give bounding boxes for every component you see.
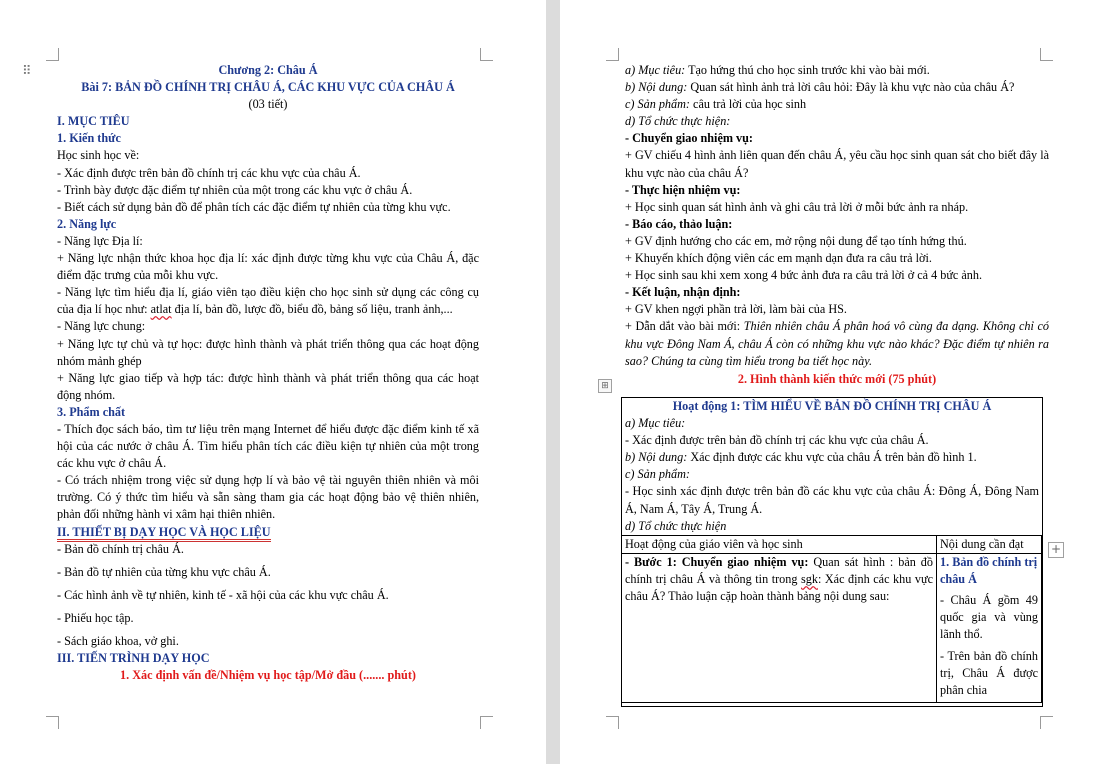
table-cell <box>622 554 937 703</box>
list-item: - Bản đồ chính trị châu Á. <box>57 541 184 556</box>
lesson-title: Bài 7: BẢN ĐỒ CHÍNH TRỊ CHÂU Á, CÁC KHU VỰC CỦA CHÂU Á <box>81 80 455 95</box>
paragraph: + Năng lực giao tiếp và hợp tác: được hình thành và phát triển thông qua các hoạt động nhóm. <box>57 370 479 402</box>
list-item: - Bản đồ tự nhiên của từng khu vực châu Á. <box>57 564 271 579</box>
list-item: - Phiếu học tập. <box>57 610 134 625</box>
page-gutter <box>546 0 560 764</box>
paragraph <box>625 96 1049 113</box>
paragraph: - Năng lực Địa lí: <box>57 233 143 248</box>
paragraph <box>57 284 479 318</box>
table-cell <box>937 554 1042 703</box>
paragraph <box>625 62 1049 79</box>
activity-title: Hoạt động 1: TÌM HIỂU VỀ BẢN ĐỒ CHÍNH TRỊ CHÂU Á <box>672 399 992 413</box>
paragraph: + Năng lực tự chủ và tự học: được hình thành và phát triển thông qua các hoạt động nhóm mảnh ghép <box>57 336 479 368</box>
text-run: địa lí, bản đồ, lược đồ, biểu đồ, bảng số liệu, tranh ảnh,... <box>171 302 453 317</box>
text-run: Xác định được các khu vực của châu Á trên bản đồ hình 1. <box>687 450 977 465</box>
text-run: Tạo hứng thú cho học sinh trước khi vào bài mới. <box>685 63 930 77</box>
paragraph: d) Tổ chức thực hiện: <box>625 114 731 129</box>
paragraph: - Xác định được trên bản đồ chính trị các khu vực của châu Á. <box>625 433 929 448</box>
paragraph: c) Sản phẩm: <box>625 467 690 482</box>
paragraph: - Trình bày được đặc điểm tự nhiên của một trong các khu vực ở châu Á. <box>57 182 413 197</box>
paragraph: + GV khen ngợi phần trả lời, làm bài của HS. <box>625 302 847 317</box>
activity-info <box>625 398 1039 535</box>
spellcheck-word: atlat <box>150 302 172 317</box>
step-heading: - Chuyển giao nhiệm vụ: <box>625 131 753 146</box>
paragraph: a) Mục tiêu: <box>625 416 686 431</box>
paragraph: + Học sinh quan sát hình ảnh và ghi câu trả lời ở mỗi bức ảnh ra nháp. <box>625 199 969 214</box>
table-header-cell: Hoạt động của giáo viên và học sinh <box>622 536 937 554</box>
subsection-heading: 1. Xác định vấn đề/Nhiệm vụ học tập/Mở đầu (....... phút) <box>120 668 416 683</box>
drag-handle-icon[interactable]: ⠿ <box>22 64 32 79</box>
plus-icon[interactable]: + <box>1048 542 1064 558</box>
margin-corner <box>480 48 493 61</box>
text-run: Thiên nhiên châu Á phân hoá vô cùng đa dạng. Không chỉ có khu vực Đông Nam Á, châu Á còn có những khu vực nào khác? Đặc điểm tự nhiên ra sao? Chúng ta cùng tìm hiểu trong ba tiết học này. <box>625 319 1049 368</box>
inner-table <box>621 535 1042 703</box>
table-move-icon[interactable]: ⊞ <box>598 379 612 393</box>
section-heading: I. MỤC TIÊU <box>57 114 130 129</box>
paragraph: - Có trách nhiệm trong việc sử dụng hợp lí và bảo vệ tài nguyên thiên nhiên và môi trường. Có ý thức tìm hiểu và sẵn sàng tham gia các hoạt động bảo vệ thiên nhiên, phản đối những hành vi xâm hại thiên nhiên. <box>57 473 479 522</box>
paragraph: - Thích đọc sách báo, tìm tư liệu trên mạng Internet để hiểu được đặc điểm kinh tế xã hội của các nước ở châu Á. Tìm hiểu phân tích các điều kiện tự nhiên của một trong các khu vực ở châu Á. <box>57 421 479 471</box>
label: a) Mục tiêu: <box>625 63 686 77</box>
left-page-content <box>57 62 479 684</box>
margin-corner <box>46 48 59 61</box>
text-run: + Dẫn dắt vào bài mới: <box>625 319 744 334</box>
paragraph: - Trên bản đồ chính trị, Châu Á được phân chia <box>940 648 1038 697</box>
margin-corner <box>480 716 493 729</box>
margin-corner <box>606 48 619 61</box>
spellcheck-word: sgk <box>801 572 818 587</box>
paragraph: - Xác định được trên bản đồ chính trị các khu vực của châu Á. <box>57 165 361 180</box>
list-item: - Sách giáo khoa, vở ghi. <box>57 634 179 648</box>
margin-corner <box>606 716 619 729</box>
margin-corner <box>46 716 59 729</box>
paragraph: - Châu Á gồm 49 quốc gia và vùng lãnh thổ. <box>940 593 1038 642</box>
paragraph: + Học sinh sau khi xem xong 4 bức ảnh đưa ra câu trả lời ở cả 4 bức ảnh. <box>625 268 983 283</box>
label: b) Nội dung: <box>625 450 688 465</box>
section-heading: III. TIẾN TRÌNH DẠY HỌC <box>57 651 210 666</box>
subsection-heading: 2. Năng lực <box>57 216 117 231</box>
text-run: : Xác định các khu vực châu Á? Thảo luận cặp hoàn thành bảng nội dung sau: <box>625 572 933 604</box>
subsection-heading: 3. Phẩm chất <box>57 404 126 419</box>
list-item: - Các hình ảnh về tự nhiên, kinh tế - xã hội của các khu vực châu Á. <box>57 587 389 602</box>
table-row <box>622 554 1042 703</box>
paragraph <box>625 449 1039 466</box>
paragraph: - Học sinh xác định được trên bản đồ các khu vực của châu Á: Đông Á, Đông Nam Á, Nam Á, Tây Á, Trung Á. <box>625 484 1039 516</box>
text-run: - Năng lực tìm hiểu địa lí, giáo viên tạo điều kiện cho học sinh sử dụng các công cụ của địa lí học như: <box>57 285 479 317</box>
step-heading: - Báo cáo, thảo luận: <box>625 216 733 231</box>
activity-table <box>621 397 1043 707</box>
label: c) Sản phẩm: <box>625 97 690 112</box>
subsection-heading: 1. Kiến thức <box>57 131 121 146</box>
step-heading: - Bước 1: Chuyển giao nhiệm vụ: <box>625 555 809 570</box>
section-heading-text: II. THIẾT BỊ DẠY HỌC VÀ HỌC LIỆU <box>57 525 271 542</box>
paragraph: Học sinh học về: <box>57 148 140 163</box>
paragraph: + GV chiếu 4 hình ảnh liên quan đến châu Á, yêu cầu học sinh quan sát cho biết đây là khu vực nào của châu Á? <box>625 148 1049 180</box>
section-heading <box>57 524 479 541</box>
paragraph: + GV định hướng cho các em, mở rộng nội dung để tạo tính hứng thú. <box>625 233 967 248</box>
margin-corner <box>1040 716 1053 729</box>
paragraph: - Năng lực chung: <box>57 319 146 334</box>
text-run: Quan sát hình ảnh trả lời câu hỏi: Đây là khu vực nào của châu Á? <box>687 80 1015 95</box>
subsection-heading: 2. Hình thành kiến thức mới (75 phút) <box>737 371 937 386</box>
table-header-cell: Nội dung cần đạt <box>937 536 1042 554</box>
margin-corner <box>1040 48 1053 61</box>
right-page-content <box>625 62 1049 388</box>
label: b) Nội dung: <box>625 80 688 95</box>
paragraph: d) Tổ chức thực hiện <box>625 518 727 533</box>
text-run: Quan sát hình : bản đồ chính trị châu Á và thông tin trong <box>625 555 933 587</box>
paragraph: + Năng lực nhận thức khoa học địa lí: xác định được từng khu vực của Châu Á, đặc điểm đặc trưng của mỗi khu vực. <box>57 251 479 283</box>
step-heading: - Thực hiện nhiệm vụ: <box>625 182 741 197</box>
table-row <box>622 536 1042 554</box>
paragraph <box>625 79 1049 96</box>
chapter-title: Chương 2: Châu Á <box>218 63 318 77</box>
cell-title: 1. Bản đồ chính trị châu Á <box>940 555 1038 587</box>
document-page-right <box>560 0 1108 764</box>
lesson-duration: (03 tiết) <box>248 97 288 112</box>
paragraph: - Biết cách sử dụng bản đồ để phân tích các đặc điểm tự nhiên của từng khu vực. <box>57 199 451 214</box>
paragraph: + Khuyến khích động viên các em mạnh dạn đưa ra câu trả lời. <box>625 251 932 266</box>
step-heading: - Kết luận, nhận định: <box>625 285 741 300</box>
text-run: câu trả lời của học sinh <box>689 97 807 112</box>
document-page-left <box>0 0 546 764</box>
paragraph <box>625 318 1049 369</box>
